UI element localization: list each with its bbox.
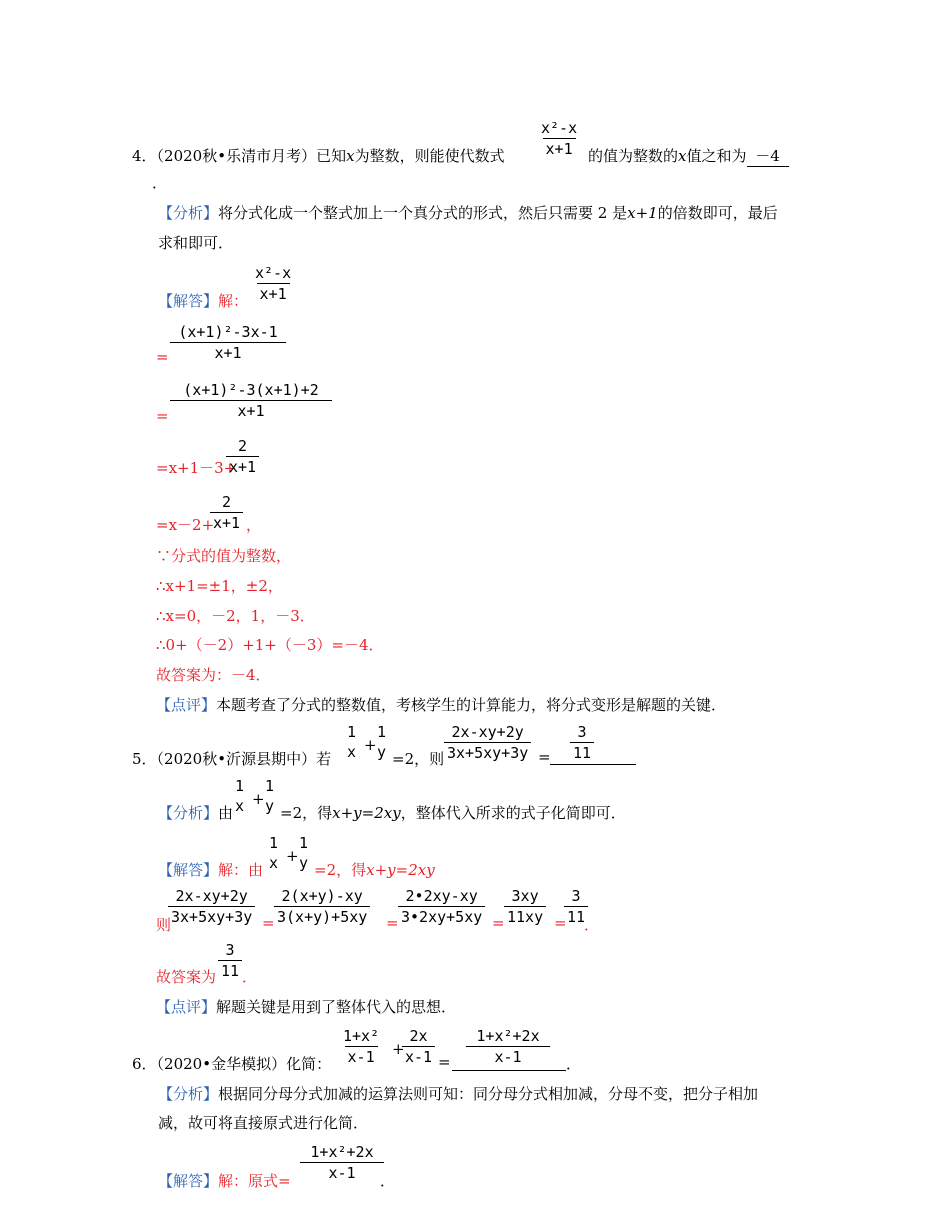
q6-analysis	[158, 1083, 758, 1104]
q4-number: 4．	[132, 147, 157, 165]
q4-final: 故答案为：－4．	[156, 666, 271, 684]
q4-stem-end: ．	[152, 174, 168, 192]
q4-comment-tag: 【点评】	[156, 696, 217, 714]
q5-expr-fraction	[444, 722, 531, 763]
q6-stem	[132, 1053, 331, 1074]
q5-f2-den: 3(x+y)+5xy	[274, 906, 370, 927]
q4-source: （2020秋•乐清市月考）	[156, 147, 317, 165]
q6-eq: =	[438, 1053, 451, 1071]
q6-analysis-line2: 减，故可将直接原式进行化简．	[158, 1114, 369, 1132]
q5-1y-den: y	[377, 743, 387, 761]
q6-answer-fraction	[466, 1026, 550, 1067]
q4-analysis-line2: 求和即可．	[158, 234, 234, 252]
q4-stem-c: 的值为整数的	[588, 147, 679, 165]
q6-a-num: 1+x²	[343, 1027, 380, 1045]
q5-final-period: ．	[242, 968, 258, 986]
q5-f3-num: 2•2xy-xy	[405, 887, 478, 905]
q4-frac2-num: (x+1)²-3(x+1)+2	[183, 381, 319, 399]
q6-answer-underline	[452, 1070, 566, 1071]
q6-analysis-1: 根据同分母分式加减的运算法则可知：同分母分式相加减，分母不变，把分子相加	[218, 1085, 759, 1103]
q6-frac-a	[340, 1026, 382, 1067]
q5-a-1y-num: 1	[265, 777, 275, 795]
q5-final: 故答案为	[156, 968, 217, 986]
q4-stem	[132, 145, 505, 166]
q5-analysis-b: =2，得	[280, 804, 333, 822]
q5-solution-tag: 【解答】	[158, 861, 219, 879]
q4-comment-text: 本题考查了分式的整数值，考核学生的计算能力，将分式变形是解题的关键．	[216, 696, 727, 714]
q5-source: （2020秋•沂源县期中）	[156, 750, 317, 768]
q5-frac-1x	[344, 722, 359, 762]
q4-expr-numerator: x²-x	[541, 119, 578, 137]
q4-therefore2: ∴x=0，－2，1，－3．	[156, 607, 315, 625]
q4-analysis-tag: 【分析】	[158, 204, 219, 222]
q5-chain-f2	[274, 886, 370, 927]
q4-solution-frac2	[170, 380, 332, 421]
q4-eq2: =	[156, 407, 169, 425]
q5-a-1x-den: x	[235, 797, 245, 815]
q4-solution-tag: 【解答】	[158, 292, 219, 310]
q5-frac-1y	[374, 722, 389, 762]
q4-var-x: x	[346, 147, 355, 165]
q5-comment-text: 解题关键是用到了整体代入的思想．	[216, 998, 457, 1016]
q5-f4-num: 3xy	[511, 887, 539, 905]
q6-frac-b	[402, 1026, 435, 1067]
q5-plus: +	[364, 736, 377, 754]
q5-analysis	[158, 802, 233, 823]
q5-f1-num: 2x-xy+2y	[175, 887, 248, 905]
q5-then: 则	[156, 916, 172, 934]
q6-ans-num: 1+x²+2x	[476, 1027, 540, 1045]
q4-frac2-den: x+1	[170, 400, 332, 421]
q6-ans-den: x-1	[466, 1046, 550, 1067]
q5-comment-tag: 【点评】	[156, 998, 217, 1016]
q6-source: （2020•金华模拟）	[156, 1055, 287, 1073]
q5-stem	[132, 748, 331, 769]
q5-s-1x-num: 1	[269, 834, 279, 852]
q5-s-1x-den: x	[269, 854, 279, 872]
q5-solution	[158, 859, 263, 880]
q4-solution-frac1	[170, 322, 286, 363]
q4-frac1-num: (x+1)²-3x-1	[178, 323, 278, 341]
q4-comment	[156, 694, 726, 715]
q5-solution-1y	[296, 833, 311, 873]
q5-chain-eq1: =	[262, 914, 275, 932]
q4-line3	[156, 457, 236, 478]
q4-stem-b: 为整数，则能使代数式	[354, 147, 505, 165]
q4-line4-text: =x－2+	[156, 516, 215, 534]
q6-number: 6．	[132, 1055, 157, 1073]
q5-analysis-tag: 【分析】	[158, 804, 219, 822]
q4-frac4-den: x+1	[210, 512, 243, 533]
q6-s-num: 1+x²+2x	[310, 1143, 374, 1161]
q4-expr-denominator: x+1	[543, 138, 576, 159]
q5-solution-plus: +	[286, 847, 299, 865]
q5-chain-eq2: =	[386, 914, 399, 932]
q5-analysis-1y	[262, 776, 277, 816]
q4-solution-frac4	[210, 492, 243, 533]
q5-analysis-1x	[232, 776, 247, 816]
q4-therefore1: ∴x+1=±1，±2，	[156, 577, 283, 595]
q6-analysis-tag: 【分析】	[158, 1085, 219, 1103]
q5-analysis-rest	[280, 802, 626, 823]
q4-frac3-num: 2	[238, 437, 248, 455]
q5-stem-a: 若	[316, 750, 332, 768]
q5-f3-den: 3•2xy+5xy	[398, 906, 485, 927]
q4-stem-tail	[588, 145, 789, 167]
q6-solution-end: ．	[380, 1172, 396, 1190]
q5-ans-den: 11	[570, 742, 594, 763]
q5-solution-c: x+y=2xy	[366, 861, 435, 879]
q5-chain-period: ．	[584, 916, 600, 934]
q4-because: ∵分式的值为整数，	[156, 547, 292, 565]
q4-frac0-den: x+1	[257, 283, 290, 304]
q5-eq: =	[538, 748, 551, 766]
q5-solution-rest	[314, 859, 435, 880]
q5-1x-num: 1	[347, 723, 357, 741]
q4-line4	[156, 514, 214, 535]
q4-var-x-2: x	[678, 147, 687, 165]
q4-solution	[158, 290, 248, 311]
q5-s-1y-den: y	[299, 854, 309, 872]
q4-stem-a: 已知	[316, 147, 347, 165]
q5-chain-f4	[504, 886, 546, 927]
q4-answer-blank: －4	[747, 145, 789, 167]
q4-frac3-den: x+1	[226, 456, 259, 477]
q5-solution-lead: 解：由	[218, 861, 264, 879]
q5-1y-num: 1	[377, 723, 387, 741]
q4-frac4-num: 2	[222, 493, 232, 511]
q5-chain-f3	[398, 886, 485, 927]
q5-expr-num: 2x-xy+2y	[451, 723, 524, 741]
q6-solution-tag: 【解答】	[158, 1172, 219, 1190]
q4-line3-text: =x+1－3+	[156, 459, 237, 477]
q5-analysis-a: 由	[218, 804, 234, 822]
q5-1x-den: x	[347, 743, 357, 761]
q4-solution-frac0	[252, 263, 294, 304]
q4-solution-lead: 解：	[218, 292, 249, 310]
q5-final-fraction	[218, 940, 242, 981]
q6-s-den: x-1	[300, 1162, 384, 1183]
q5-chain-eq4: =	[554, 914, 567, 932]
q5-answer-underline	[550, 764, 636, 765]
q4-expression-fraction	[538, 118, 580, 159]
q5-f4-den: 11xy	[504, 906, 546, 927]
q5-ans-num: 3	[577, 723, 587, 741]
q5-chain-f1	[168, 886, 255, 927]
q5-f2-num: 2(x+y)-xy	[281, 887, 363, 905]
q5-f5-num: 3	[571, 887, 581, 905]
q6-stem-text: 化简：	[286, 1055, 332, 1073]
q5-f5-den: 11	[564, 906, 588, 927]
q5-final-den: 11	[218, 960, 242, 981]
q5-analysis-d: ，整体代入所求的式子化简即可．	[400, 804, 626, 822]
q4-therefore3: ∴0+（－2）+1+（－3）=－4．	[156, 636, 384, 654]
q6-plus: +	[392, 1040, 405, 1058]
q6-a-den: x-1	[345, 1046, 378, 1067]
q6-b-num: 2x	[409, 1027, 428, 1045]
q5-chain-eq3: =	[492, 914, 505, 932]
q5-analysis-c: x+y=2xy	[332, 804, 401, 822]
q5-expr-den: 3x+5xy+3y	[444, 742, 531, 763]
q5-a-1x-num: 1	[235, 777, 245, 795]
q5-a-1y-den: y	[265, 797, 275, 815]
q5-solution-b: =2，得	[314, 861, 367, 879]
q5-comment	[156, 996, 456, 1017]
q4-analysis	[158, 202, 778, 223]
q4-analysis-var: x+1	[627, 204, 658, 222]
q5-s-1y-num: 1	[299, 834, 309, 852]
q4-analysis-b: 的倍数即可，最后	[657, 204, 778, 222]
q6-solution-lead: 解：原式=	[218, 1172, 291, 1190]
q6-solution-fraction	[300, 1142, 384, 1183]
q4-line4-end: ，	[246, 516, 262, 534]
q5-final-num: 3	[225, 941, 235, 959]
q6-solution	[158, 1170, 291, 1191]
q4-solution-frac3	[226, 436, 259, 477]
q5-solution-1x	[266, 833, 281, 873]
q5-answer-fraction	[570, 722, 594, 763]
q5-analysis-plus: +	[252, 790, 265, 808]
q5-eq2: =2，则	[392, 750, 445, 768]
q4-stem-d: 值之和为	[686, 147, 747, 165]
q4-frac0-num: x²-x	[255, 264, 292, 282]
q6-stem-end: ．	[566, 1055, 582, 1073]
q5-number: 5．	[132, 750, 157, 768]
q6-b-den: x-1	[402, 1046, 435, 1067]
q4-analysis-a: 将分式化成一个整式加上一个真分式的形式，然后只需要 2 是	[218, 204, 628, 222]
q4-frac1-den: x+1	[170, 342, 286, 363]
q4-eq1: =	[156, 348, 169, 366]
q5-f1-den: 3x+5xy+3y	[168, 906, 255, 927]
